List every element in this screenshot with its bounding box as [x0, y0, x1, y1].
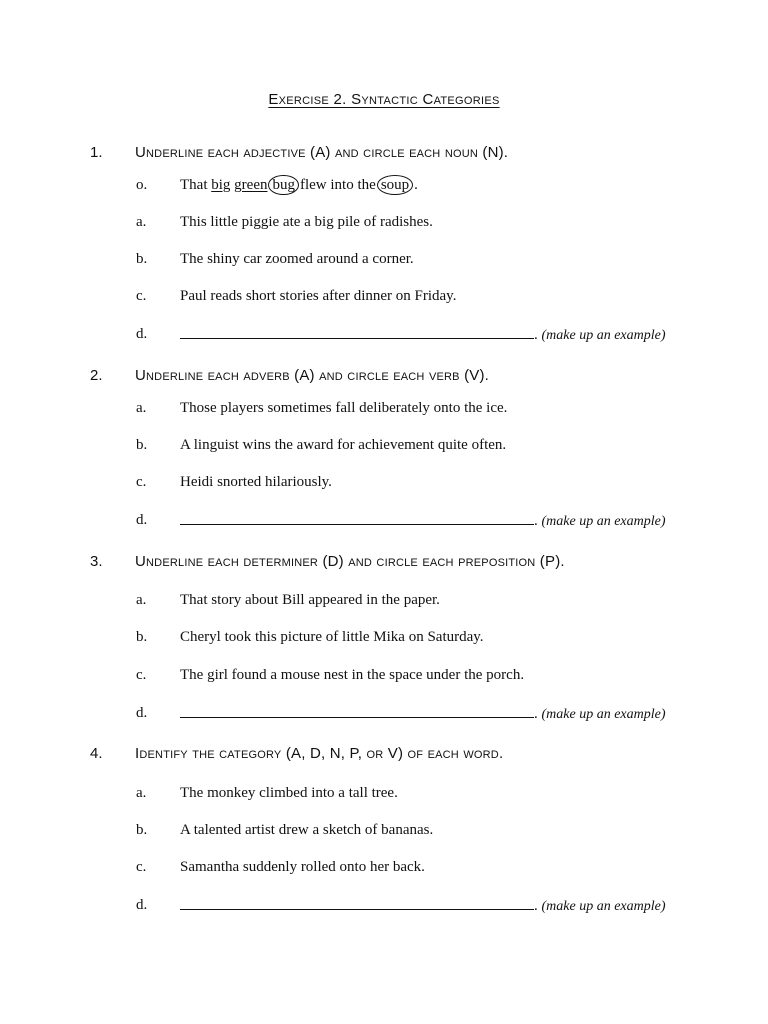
item-sentence: Samantha suddenly rolled onto her back. — [180, 859, 425, 875]
item-sentence: A talented artist drew a sketch of bananas. — [180, 822, 434, 838]
item-sentence: The girl found a mouse nest in the space under the porch. — [180, 667, 525, 683]
question-instruction: Underline each adverb (A) and circle each verb (V). — [135, 367, 490, 384]
item-letter: a. — [136, 592, 147, 608]
example-word: That — [180, 177, 208, 193]
example-period: . — [414, 177, 418, 193]
example-letter: o. — [136, 177, 148, 193]
item-letter: c. — [136, 474, 147, 490]
blank-line[interactable] — [180, 705, 534, 718]
question-number: 4. — [90, 745, 103, 762]
blank-line[interactable] — [180, 326, 534, 339]
item-sentence: The monkey climbed into a tall tree. — [180, 785, 398, 801]
question-number: 3. — [90, 553, 103, 570]
answer-blank[interactable] — [180, 705, 666, 723]
question-instruction: Identify the category (A, D, N, P, or V) of each word. — [135, 745, 504, 762]
question-instruction: Underline each determiner (D) and circle each preposition (P). — [135, 553, 565, 570]
question-instruction: Underline each adjective (A) and circle each noun (N). — [135, 144, 509, 161]
item-letter: c. — [136, 288, 147, 304]
item-letter: d. — [136, 705, 148, 721]
example-word: flew into the — [299, 177, 376, 193]
page-title: Exercise 2. Syntactic Categories — [268, 91, 500, 108]
blank-hint: (make up an example) — [541, 899, 666, 914]
blank-period: . — [534, 513, 538, 529]
item-letter: d. — [136, 512, 148, 528]
item-letter: b. — [136, 822, 148, 838]
blank-line[interactable] — [180, 512, 534, 525]
item-letter: b. — [136, 437, 148, 453]
item-sentence: A linguist wins the award for achievement quite often. — [180, 437, 507, 453]
item-letter: d. — [136, 897, 148, 913]
circled-noun: soup — [377, 175, 413, 195]
item-letter: d. — [136, 326, 148, 342]
item-letter: b. — [136, 251, 148, 267]
question-number: 1. — [90, 144, 103, 161]
blank-hint: (make up an example) — [541, 328, 666, 343]
item-letter: c. — [136, 667, 147, 683]
item-sentence: Heidi snorted hilariously. — [180, 474, 332, 490]
item-letter: a. — [136, 785, 147, 801]
item-sentence: Those players sometimes fall deliberately onto the ice. — [180, 400, 508, 416]
blank-period: . — [534, 898, 538, 914]
question-number: 2. — [90, 367, 103, 384]
item-sentence: The shiny car zoomed around a corner. — [180, 251, 414, 267]
underlined-adjective: green — [234, 177, 268, 193]
item-letter: a. — [136, 214, 147, 230]
blank-period: . — [534, 706, 538, 722]
blank-hint: (make up an example) — [541, 707, 666, 722]
item-letter: a. — [136, 400, 147, 416]
item-sentence: Cheryl took this picture of little Mika on Saturday. — [180, 629, 484, 645]
item-sentence: Paul reads short stories after dinner on Friday. — [180, 288, 457, 304]
blank-hint: (make up an example) — [541, 514, 666, 529]
item-sentence: This little piggie ate a big pile of radishes. — [180, 214, 433, 230]
blank-period: . — [534, 327, 538, 343]
answer-blank[interactable] — [180, 897, 666, 915]
item-sentence: That story about Bill appeared in the paper. — [180, 592, 440, 608]
underlined-adjective: big — [211, 177, 231, 193]
item-letter: b. — [136, 629, 148, 645]
example-sentence — [180, 175, 418, 195]
circled-noun: bug — [268, 175, 299, 195]
item-letter: c. — [136, 859, 147, 875]
blank-line[interactable] — [180, 897, 534, 910]
answer-blank[interactable] — [180, 512, 666, 530]
answer-blank[interactable] — [180, 326, 666, 344]
